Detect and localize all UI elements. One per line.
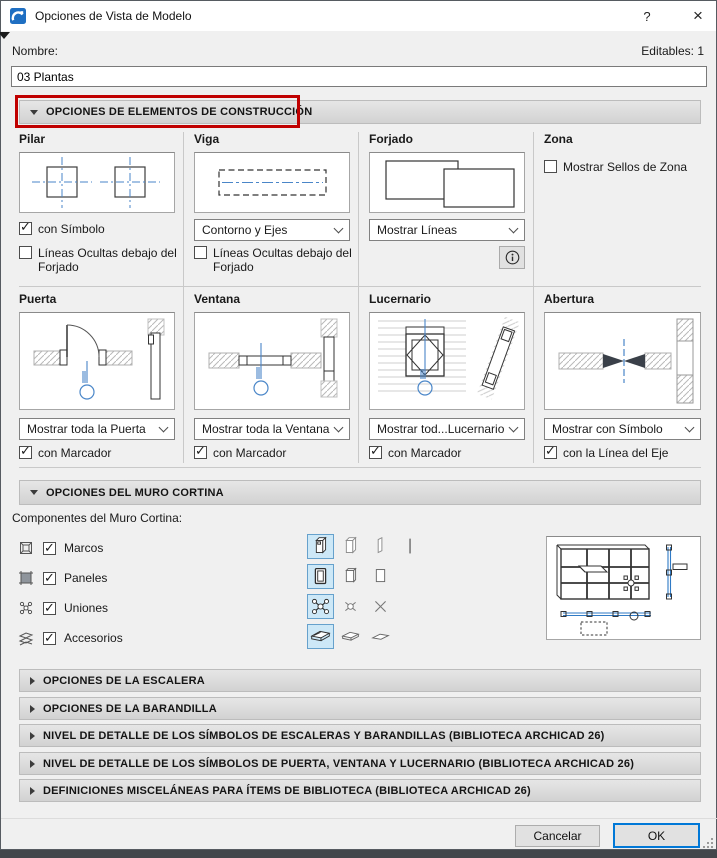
name-label: Nombre: [12, 44, 59, 58]
abertura-title: Abertura [544, 292, 595, 306]
pilar-title: Pilar [19, 132, 46, 146]
mostrar-sellos-label: Mostrar Sellos de Zona [563, 160, 688, 174]
lucernario-title: Lucernario [369, 292, 432, 306]
paneles-detail-option-1[interactable] [307, 564, 334, 589]
forjado-display-dropdown[interactable] [369, 219, 525, 241]
title-bar[interactable] [1, 1, 716, 31]
window-title: Opciones de Vista de Modelo [35, 9, 192, 23]
marcos-row [17, 539, 103, 557]
viga-dropdown-value: Contorno y Ejes [202, 223, 288, 237]
uniones-row [17, 599, 108, 617]
definiciones-miscelaneas-title: DEFINICIONES MISCELÁNEAS PARA ÍTEMS DE BIBLIOTECA (BIBLIOTECA ARCHICAD 26) [43, 784, 531, 797]
cancel-button[interactable]: Cancelar [515, 825, 600, 847]
abertura-display-dropdown[interactable] [544, 418, 701, 440]
nivel-detalle-escaleras-title: NIVEL DE DETALLE DE LOS SÍMBOLOS DE ESCALERAS Y BARANDILLAS (BIBLIOTECA ARCHICAD 26) [43, 729, 605, 742]
accessory-icon [17, 629, 35, 647]
abertura-dropdown-value: Mostrar con Símbolo [552, 422, 663, 436]
nivel-detalle-puertas-header[interactable] [19, 752, 701, 775]
chevron-right-icon [30, 705, 35, 713]
accesorios-label: Accesorios [64, 631, 123, 645]
nivel-detalle-escaleras-header[interactable] [19, 724, 701, 747]
pilar-preview [19, 152, 175, 213]
construction-options-header[interactable] [19, 100, 701, 124]
forjado-info-button[interactable] [499, 246, 525, 269]
lucernario-display-dropdown[interactable] [369, 418, 525, 440]
resize-grip[interactable] [702, 837, 714, 849]
uniones-detail-option-3[interactable] [367, 594, 394, 619]
mostrar-sellos-row [544, 160, 704, 174]
marcos-detail-option-3[interactable] [367, 534, 394, 559]
viga-lineas-ocultas-row [194, 246, 354, 274]
help-button[interactable]: ? [643, 8, 651, 24]
marcos-detail-option-4[interactable] [397, 534, 424, 559]
chevron-down-icon [334, 422, 344, 432]
lucernario-marcador-row [369, 446, 529, 460]
background-app-strip [0, 850, 717, 858]
ventana-marcador-checkbox[interactable] [194, 446, 207, 459]
editables-count: Editables: 1 [641, 44, 704, 58]
puerta-display-dropdown[interactable] [19, 418, 175, 440]
puerta-dropdown-value: Mostrar toda la Puerta [27, 422, 146, 436]
chevron-down-icon [509, 223, 519, 233]
paneles-row [17, 569, 107, 587]
viga-display-dropdown[interactable] [194, 219, 350, 241]
escalera-options-title: OPCIONES DE LA ESCALERA [43, 674, 205, 687]
chevron-down-icon [159, 422, 169, 432]
column-separator [358, 132, 359, 463]
uniones-checkbox[interactable] [43, 602, 56, 615]
uniones-detail-option-1[interactable] [307, 594, 334, 619]
paneles-label: Paneles [64, 571, 108, 585]
curtain-wall-options-title: OPCIONES DEL MURO CORTINA [46, 486, 224, 499]
puerta-preview [19, 312, 175, 410]
close-button[interactable]: × [693, 6, 703, 25]
frame-icon [17, 539, 35, 557]
chevron-right-icon [30, 732, 35, 740]
accesorios-detail-option-1[interactable] [307, 624, 334, 649]
con-simbolo-label: con Símbolo [38, 222, 105, 236]
abertura-linea-eje-label: con la Línea del Eje [563, 446, 669, 460]
lucernario-marcador-label: con Marcador [388, 446, 462, 460]
chevron-down-icon [509, 422, 519, 432]
forjado-dropdown-value: Mostrar Líneas [377, 223, 458, 237]
junction-icon [17, 599, 35, 617]
chevron-down-icon [334, 223, 344, 233]
row-separator [19, 286, 701, 287]
paneles-detail-option-2[interactable] [337, 564, 364, 589]
column-separator [533, 132, 534, 463]
nivel-detalle-puertas-title: NIVEL DE DETALLE DE LOS SÍMBOLOS DE PUERTA, VENTANA Y LUCERNARIO (BIBLIOTECA ARCHICAD 26) [43, 757, 635, 770]
abertura-linea-eje-checkbox[interactable] [544, 446, 557, 459]
chevron-down-icon [685, 422, 695, 432]
chevron-right-icon [30, 760, 35, 768]
construction-options-title: OPCIONES DE ELEMENTOS DE CONSTRUCCIÓN [46, 106, 313, 118]
puerta-title: Puerta [19, 292, 57, 306]
con-simbolo-checkbox[interactable] [19, 222, 32, 235]
abertura-linea-eje-row [544, 446, 704, 460]
marcos-detail-option-1[interactable] [307, 534, 334, 559]
barandilla-options-title: OPCIONES DE LA BARANDILLA [43, 702, 217, 715]
chevron-down-icon [30, 490, 38, 495]
viga-preview [194, 152, 350, 213]
lucernario-preview [369, 312, 525, 410]
paneles-checkbox[interactable] [43, 572, 56, 585]
row-separator [19, 467, 701, 468]
marcos-checkbox[interactable] [43, 542, 56, 555]
name-input[interactable] [11, 66, 707, 87]
components-label: Componentes del Muro Cortina: [12, 511, 183, 525]
viga-lineas-ocultas-checkbox[interactable] [194, 246, 207, 259]
lucernario-dropdown-value: Mostrar tod...Lucernario [377, 422, 505, 436]
zona-title: Zona [544, 132, 573, 146]
barandilla-options-header[interactable] [19, 697, 701, 720]
ventana-marcador-label: con Marcador [213, 446, 287, 460]
ok-button[interactable]: OK [613, 823, 700, 848]
curtain-wall-options-header[interactable] [19, 480, 701, 505]
panel-collapse-arrow-icon[interactable] [0, 32, 10, 39]
panel-icon [17, 569, 35, 587]
accesorios-detail-option-3[interactable] [367, 624, 394, 649]
lucernario-marcador-checkbox[interactable] [369, 446, 382, 459]
curtain-wall-preview [546, 536, 701, 640]
puerta-marcador-checkbox[interactable] [19, 446, 32, 459]
ventana-dropdown-value: Mostrar toda la Ventana [202, 422, 330, 436]
chevron-down-icon [30, 110, 38, 115]
marcos-label: Marcos [64, 541, 104, 555]
puerta-marcador-label: con Marcador [38, 446, 112, 460]
con-simbolo-row [19, 222, 175, 236]
accesorios-detail-option-2[interactable] [337, 624, 364, 649]
footer-divider [1, 818, 717, 819]
mostrar-sellos-checkbox[interactable] [544, 160, 557, 173]
chevron-right-icon [30, 787, 35, 795]
forjado-title: Forjado [369, 132, 413, 146]
viga-lineas-ocultas-label: Líneas Ocultas debajo del Forjado [213, 246, 352, 274]
column-separator [183, 132, 184, 463]
ventana-preview [194, 312, 350, 410]
archicad-logo-icon [10, 8, 26, 24]
pilar-lineas-ocultas-row [19, 246, 179, 274]
marcos-detail-option-2[interactable] [337, 534, 364, 559]
viga-title: Viga [194, 132, 220, 146]
abertura-preview [544, 312, 701, 410]
info-circle-icon [505, 250, 520, 265]
definiciones-miscelaneas-header[interactable] [19, 779, 701, 802]
uniones-label: Uniones [64, 601, 109, 615]
paneles-detail-option-3[interactable] [367, 564, 394, 589]
uniones-detail-option-2[interactable] [337, 594, 364, 619]
ventana-marcador-row [194, 446, 354, 460]
pilar-lineas-ocultas-label: Líneas Ocultas debajo del Forjado [38, 246, 177, 274]
ventana-display-dropdown[interactable] [194, 418, 350, 440]
forjado-preview [369, 152, 525, 213]
chevron-right-icon [30, 677, 35, 685]
accesorios-row [17, 629, 123, 647]
accesorios-checkbox[interactable] [43, 632, 56, 645]
ventana-title: Ventana [194, 292, 241, 306]
pilar-lineas-ocultas-checkbox[interactable] [19, 246, 32, 259]
puerta-marcador-row [19, 446, 179, 460]
escalera-options-header[interactable] [19, 669, 701, 692]
